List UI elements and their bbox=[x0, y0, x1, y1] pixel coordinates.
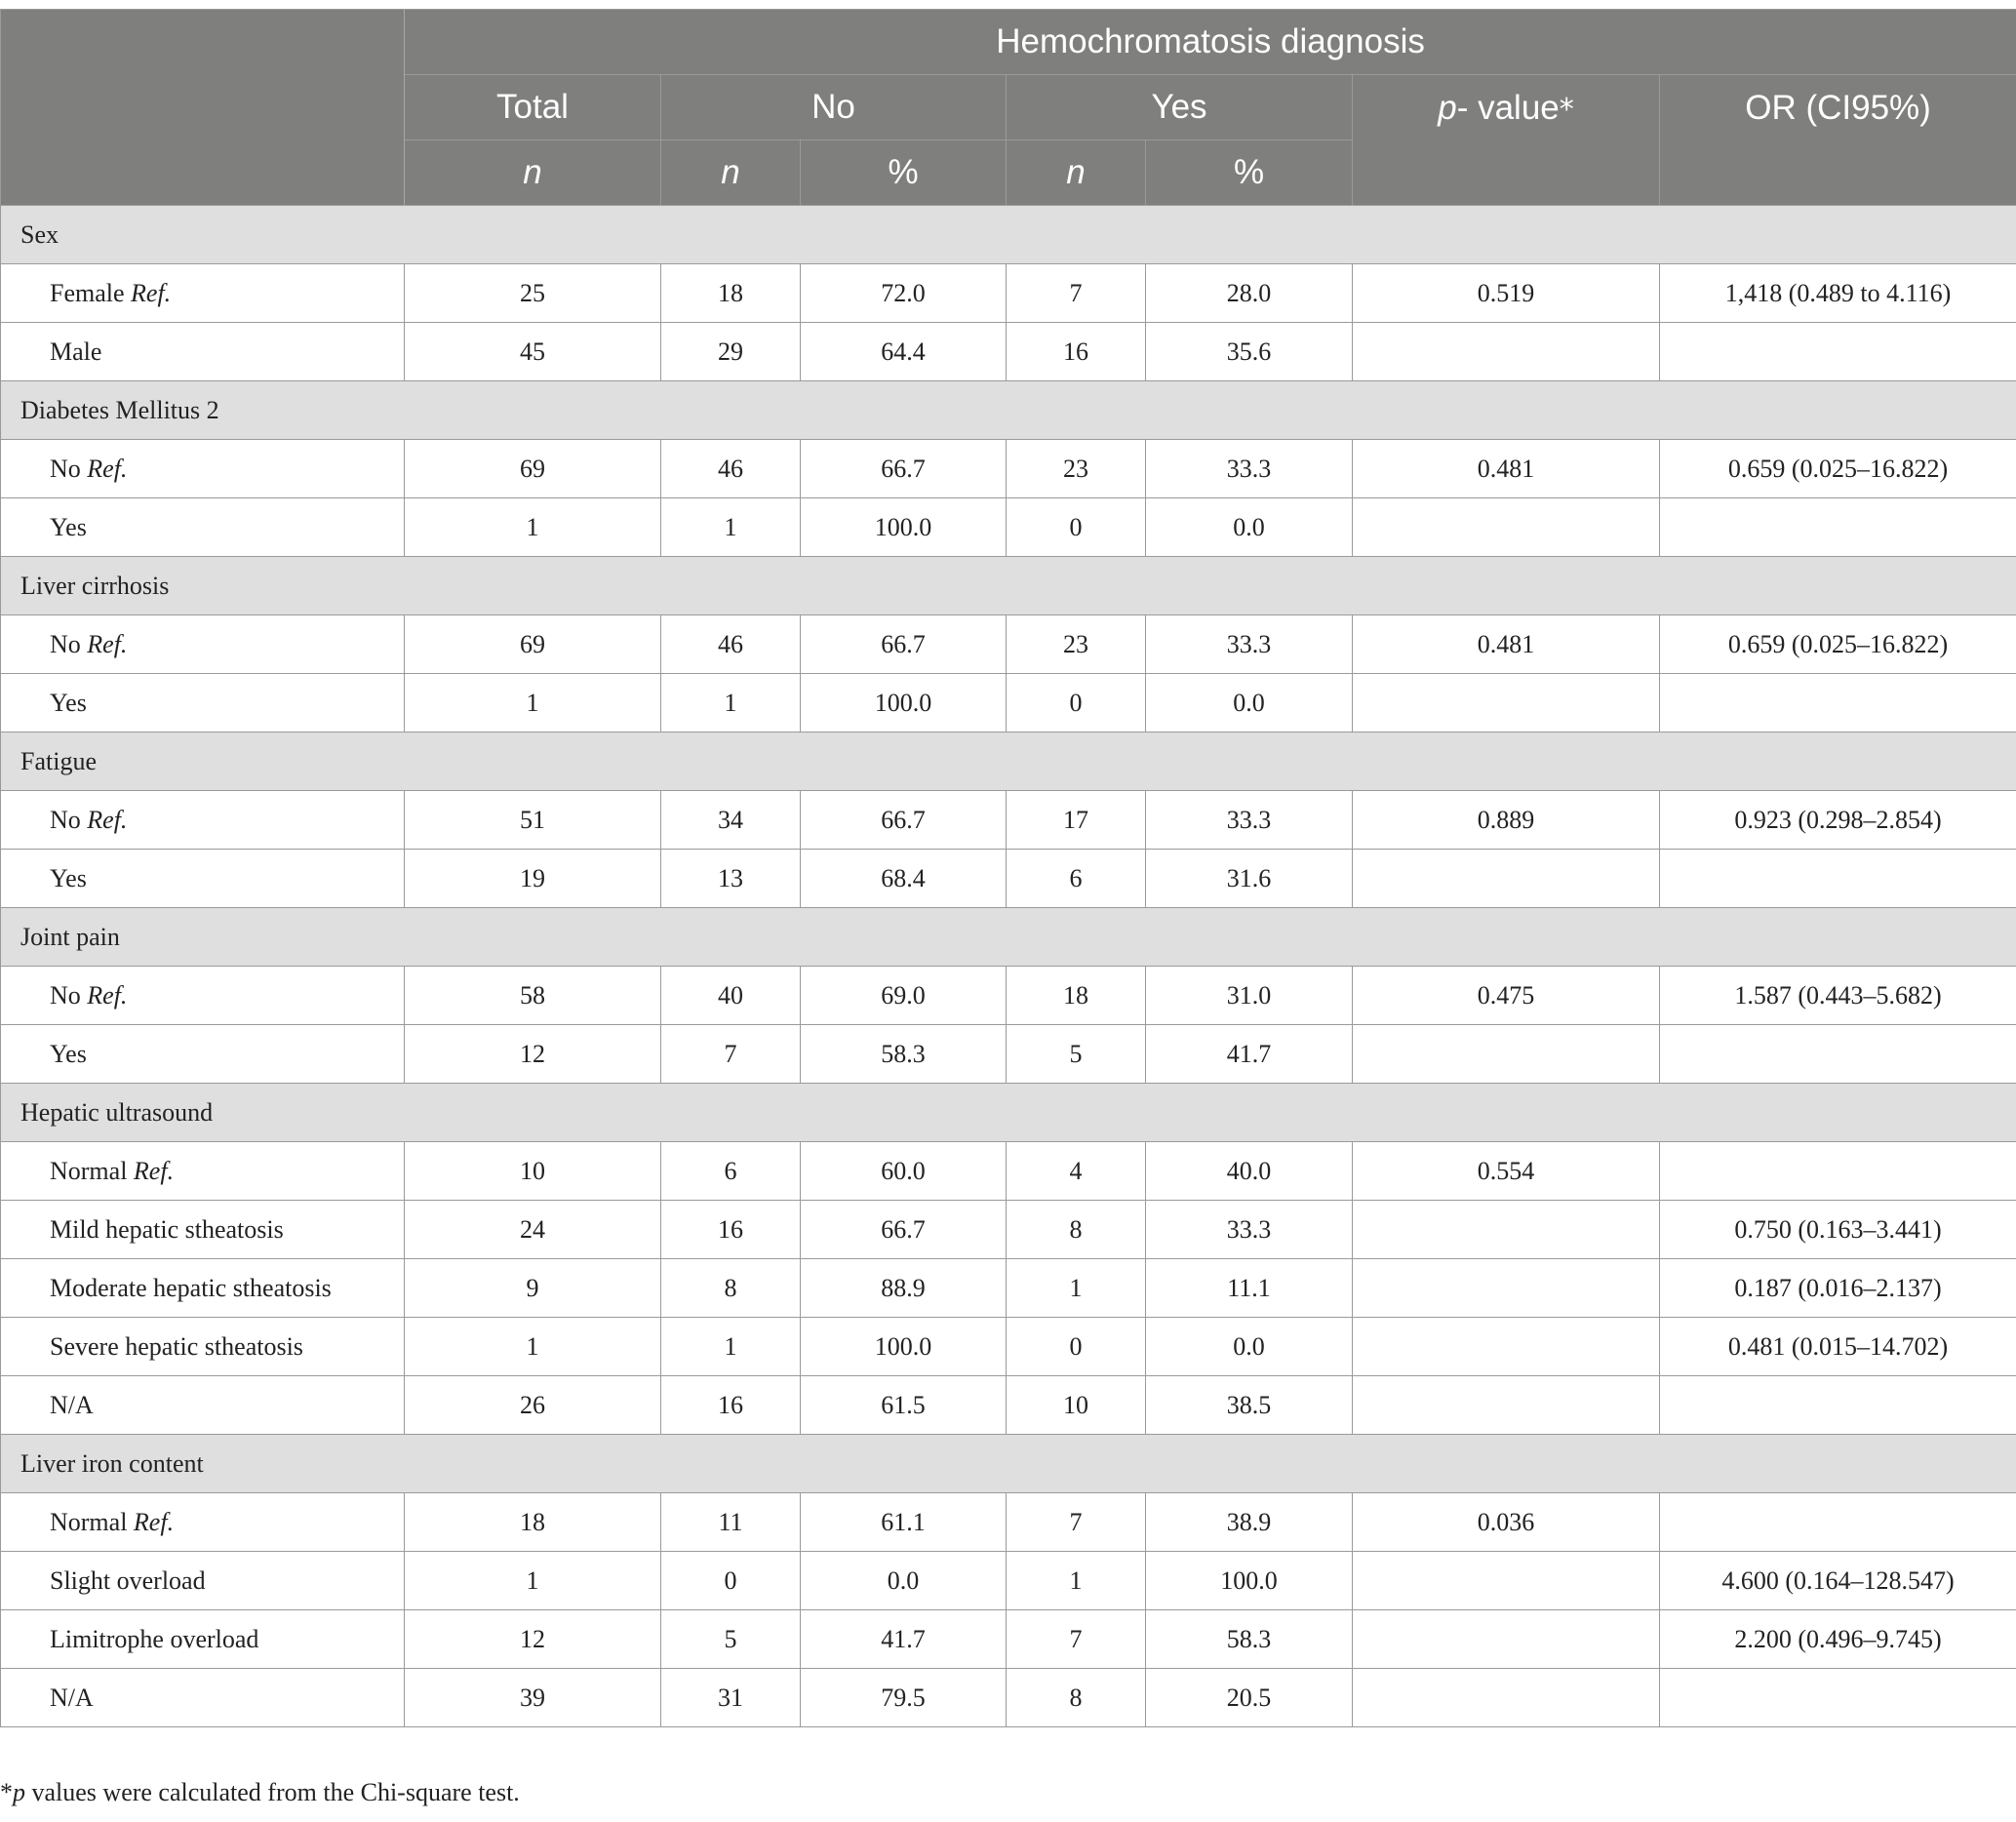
cell-p: 0.475 bbox=[1353, 967, 1660, 1025]
reference-marker: Ref. bbox=[131, 278, 172, 307]
cell-no-n: 11 bbox=[661, 1493, 801, 1552]
cell-total: 9 bbox=[405, 1259, 661, 1318]
cell-total: 25 bbox=[405, 264, 661, 323]
cell-total: 24 bbox=[405, 1201, 661, 1259]
reference-marker: Ref. bbox=[87, 805, 128, 834]
cell-no-pct: 41.7 bbox=[801, 1610, 1007, 1669]
section-row bbox=[1, 1084, 2016, 1142]
table-row bbox=[1, 1669, 2016, 1727]
cell-p bbox=[1353, 674, 1660, 733]
cell-or: 0.750 (0.163–3.441) bbox=[1660, 1201, 2016, 1259]
cell-or bbox=[1660, 674, 2016, 733]
cell-yes-n: 17 bbox=[1007, 791, 1146, 850]
cell-no-n: 1 bbox=[661, 1318, 801, 1376]
cell-or bbox=[1660, 323, 2016, 381]
table-row bbox=[1, 1318, 2016, 1376]
row-label-cell bbox=[1, 674, 405, 733]
cell-no-n: 46 bbox=[661, 440, 801, 498]
col-no-header: No bbox=[661, 75, 1007, 140]
cell-no-pct: 100.0 bbox=[801, 498, 1007, 557]
cell-no-n: 16 bbox=[661, 1201, 801, 1259]
cell-no-pct: 66.7 bbox=[801, 1201, 1007, 1259]
cell-no-n: 18 bbox=[661, 264, 801, 323]
cell-or: 1.587 (0.443–5.682) bbox=[1660, 967, 2016, 1025]
cell-yes-n: 23 bbox=[1007, 440, 1146, 498]
cell-total: 1 bbox=[405, 1318, 661, 1376]
row-label-cell bbox=[1, 1376, 405, 1435]
cell-no-n: 0 bbox=[661, 1552, 801, 1610]
cell-no-pct: 61.1 bbox=[801, 1493, 1007, 1552]
cell-total: 19 bbox=[405, 850, 661, 908]
cell-p: 0.481 bbox=[1353, 440, 1660, 498]
cell-p bbox=[1353, 1376, 1660, 1435]
cell-p bbox=[1353, 1025, 1660, 1084]
footnote-star: * bbox=[0, 1778, 13, 1806]
cell-yes-n: 5 bbox=[1007, 1025, 1146, 1084]
section-row bbox=[1, 381, 2016, 440]
cell-yes-n: 7 bbox=[1007, 1493, 1146, 1552]
pvalue-asterisk: * bbox=[1559, 93, 1574, 127]
row-label: Severe hepatic stheatosis bbox=[50, 1331, 303, 1361]
data-table bbox=[0, 9, 2016, 1727]
cell-yes-pct: 31.6 bbox=[1146, 850, 1353, 908]
cell-total: 12 bbox=[405, 1025, 661, 1084]
section-title: Hepatic ultrasound bbox=[1, 1084, 2016, 1142]
cell-yes-n: 1 bbox=[1007, 1259, 1146, 1318]
section-title: Diabetes Mellitus 2 bbox=[1, 381, 2016, 440]
table-row bbox=[1, 323, 2016, 381]
cell-or bbox=[1660, 1025, 2016, 1084]
row-label: N/A bbox=[50, 1683, 94, 1712]
cell-total: 39 bbox=[405, 1669, 661, 1727]
section-row bbox=[1, 908, 2016, 967]
cell-yes-pct: 40.0 bbox=[1146, 1142, 1353, 1201]
cell-total: 18 bbox=[405, 1493, 661, 1552]
cell-no-pct: 58.3 bbox=[801, 1025, 1007, 1084]
cell-yes-pct: 0.0 bbox=[1146, 1318, 1353, 1376]
cell-yes-pct: 58.3 bbox=[1146, 1610, 1353, 1669]
cell-or bbox=[1660, 1376, 2016, 1435]
row-label: Normal bbox=[50, 1156, 128, 1185]
cell-or: 2.200 (0.496–9.745) bbox=[1660, 1610, 2016, 1669]
table-row bbox=[1, 967, 2016, 1025]
table-row bbox=[1, 850, 2016, 908]
cell-p: 0.481 bbox=[1353, 615, 1660, 674]
cell-yes-n: 4 bbox=[1007, 1142, 1146, 1201]
cell-no-pct: 60.0 bbox=[801, 1142, 1007, 1201]
table-header bbox=[1, 10, 2016, 206]
cell-yes-pct: 20.5 bbox=[1146, 1669, 1353, 1727]
cell-yes-n: 10 bbox=[1007, 1376, 1146, 1435]
table-row bbox=[1, 1025, 2016, 1084]
row-label: Yes bbox=[50, 1039, 87, 1068]
reference-marker: Ref. bbox=[87, 454, 128, 483]
cell-no-pct: 69.0 bbox=[801, 967, 1007, 1025]
cell-no-pct: 0.0 bbox=[801, 1552, 1007, 1610]
cell-yes-n: 0 bbox=[1007, 674, 1146, 733]
group-title: Hemochromatosis diagnosis bbox=[405, 10, 2016, 75]
reference-marker: Ref. bbox=[87, 980, 128, 1010]
cell-or bbox=[1660, 1493, 2016, 1552]
cell-no-n: 29 bbox=[661, 323, 801, 381]
cell-p bbox=[1353, 1201, 1660, 1259]
cell-yes-n: 23 bbox=[1007, 615, 1146, 674]
cell-yes-pct: 33.3 bbox=[1146, 791, 1353, 850]
cell-total: 12 bbox=[405, 1610, 661, 1669]
cell-or bbox=[1660, 498, 2016, 557]
row-label-cell bbox=[1, 1259, 405, 1318]
section-title: Joint pain bbox=[1, 908, 2016, 967]
row-label: Limitrophe overload bbox=[50, 1624, 259, 1653]
cell-p bbox=[1353, 1318, 1660, 1376]
table-row bbox=[1, 1493, 2016, 1552]
cell-yes-pct: 33.3 bbox=[1146, 1201, 1353, 1259]
cell-p bbox=[1353, 850, 1660, 908]
row-label-cell bbox=[1, 1493, 405, 1552]
cell-yes-n: 0 bbox=[1007, 1318, 1146, 1376]
sub-yes-pct: % bbox=[1146, 140, 1353, 206]
row-label-cell bbox=[1, 498, 405, 557]
cell-p: 0.036 bbox=[1353, 1493, 1660, 1552]
row-label: N/A bbox=[50, 1390, 94, 1419]
cell-no-pct: 66.7 bbox=[801, 791, 1007, 850]
cell-or: 0.187 (0.016–2.137) bbox=[1660, 1259, 2016, 1318]
table-row bbox=[1, 1201, 2016, 1259]
cell-yes-pct: 38.5 bbox=[1146, 1376, 1353, 1435]
cell-no-n: 1 bbox=[661, 674, 801, 733]
row-label: Normal bbox=[50, 1507, 128, 1536]
row-label: Female bbox=[50, 278, 125, 307]
section-row bbox=[1, 557, 2016, 615]
cell-yes-n: 16 bbox=[1007, 323, 1146, 381]
cell-p bbox=[1353, 498, 1660, 557]
row-label: No bbox=[50, 629, 81, 658]
cell-no-n: 34 bbox=[661, 791, 801, 850]
row-label-cell bbox=[1, 850, 405, 908]
table-row bbox=[1, 1610, 2016, 1669]
section-title: Liver cirrhosis bbox=[1, 557, 2016, 615]
table-row bbox=[1, 1259, 2016, 1318]
cell-no-n: 31 bbox=[661, 1669, 801, 1727]
cell-yes-n: 7 bbox=[1007, 264, 1146, 323]
table-row bbox=[1, 1552, 2016, 1610]
cell-no-n: 16 bbox=[661, 1376, 801, 1435]
header-empty-cell bbox=[1, 10, 405, 206]
cell-p: 0.889 bbox=[1353, 791, 1660, 850]
col-yes-header: Yes bbox=[1007, 75, 1353, 140]
cell-p: 0.554 bbox=[1353, 1142, 1660, 1201]
sub-yes-n: n bbox=[1007, 140, 1146, 206]
section-title: Liver iron content bbox=[1, 1435, 2016, 1493]
table-row bbox=[1, 791, 2016, 850]
cell-yes-n: 0 bbox=[1007, 498, 1146, 557]
row-label-cell bbox=[1, 1610, 405, 1669]
row-label: Yes bbox=[50, 688, 87, 717]
cell-no-pct: 61.5 bbox=[801, 1376, 1007, 1435]
cell-or: 0.659 (0.025–16.822) bbox=[1660, 615, 2016, 674]
reference-marker: Ref. bbox=[87, 629, 128, 658]
reference-marker: Ref. bbox=[133, 1156, 175, 1185]
row-label: Male bbox=[50, 337, 102, 366]
cell-or: 4.600 (0.164–128.547) bbox=[1660, 1552, 2016, 1610]
cell-p: 0.519 bbox=[1353, 264, 1660, 323]
table-body bbox=[1, 206, 2016, 1727]
row-label: Yes bbox=[50, 863, 87, 892]
table-row bbox=[1, 674, 2016, 733]
cell-p bbox=[1353, 323, 1660, 381]
row-label-cell bbox=[1, 1318, 405, 1376]
row-label: Slight overload bbox=[50, 1565, 206, 1595]
section-title: Sex bbox=[1, 206, 2016, 264]
reference-marker: Ref. bbox=[133, 1507, 175, 1536]
footnote-text: values were calculated from the Chi-square test. bbox=[25, 1778, 520, 1806]
cell-total: 69 bbox=[405, 615, 661, 674]
cell-no-pct: 64.4 bbox=[801, 323, 1007, 381]
cell-no-pct: 88.9 bbox=[801, 1259, 1007, 1318]
cell-no-n: 7 bbox=[661, 1025, 801, 1084]
row-label-cell bbox=[1, 323, 405, 381]
section-row bbox=[1, 1435, 2016, 1493]
cell-total: 58 bbox=[405, 967, 661, 1025]
cell-no-pct: 79.5 bbox=[801, 1669, 1007, 1727]
cell-no-pct: 68.4 bbox=[801, 850, 1007, 908]
row-label-cell bbox=[1, 1025, 405, 1084]
cell-no-pct: 72.0 bbox=[801, 264, 1007, 323]
cell-yes-n: 18 bbox=[1007, 967, 1146, 1025]
cell-yes-n: 6 bbox=[1007, 850, 1146, 908]
row-label-cell bbox=[1, 1142, 405, 1201]
row-label: No bbox=[50, 980, 81, 1010]
cell-yes-n: 1 bbox=[1007, 1552, 1146, 1610]
table-row bbox=[1, 1142, 2016, 1201]
col-or-header: OR (CI95%) bbox=[1660, 75, 2016, 206]
cell-no-pct: 66.7 bbox=[801, 440, 1007, 498]
row-label-cell bbox=[1, 1201, 405, 1259]
table-row bbox=[1, 264, 2016, 323]
cell-no-pct: 66.7 bbox=[801, 615, 1007, 674]
cell-p bbox=[1353, 1610, 1660, 1669]
cell-total: 26 bbox=[405, 1376, 661, 1435]
cell-total: 1 bbox=[405, 1552, 661, 1610]
cell-no-n: 6 bbox=[661, 1142, 801, 1201]
cell-yes-pct: 100.0 bbox=[1146, 1552, 1353, 1610]
footnote bbox=[0, 1778, 520, 1807]
cell-yes-pct: 28.0 bbox=[1146, 264, 1353, 323]
cell-yes-pct: 11.1 bbox=[1146, 1259, 1353, 1318]
col-pvalue-header bbox=[1353, 75, 1660, 206]
cell-or: 0.659 (0.025–16.822) bbox=[1660, 440, 2016, 498]
cell-or bbox=[1660, 850, 2016, 908]
cell-or: 0.481 (0.015–14.702) bbox=[1660, 1318, 2016, 1376]
row-label: No bbox=[50, 454, 81, 483]
table-row bbox=[1, 498, 2016, 557]
col-total-header: Total bbox=[405, 75, 661, 140]
cell-no-n: 5 bbox=[661, 1610, 801, 1669]
row-label: Mild hepatic stheatosis bbox=[50, 1214, 284, 1244]
row-label-cell bbox=[1, 615, 405, 674]
cell-no-n: 8 bbox=[661, 1259, 801, 1318]
cell-total: 1 bbox=[405, 674, 661, 733]
row-label-cell bbox=[1, 967, 405, 1025]
cell-no-n: 40 bbox=[661, 967, 801, 1025]
cell-total: 69 bbox=[405, 440, 661, 498]
cell-no-n: 13 bbox=[661, 850, 801, 908]
row-label-cell bbox=[1, 1669, 405, 1727]
cell-or bbox=[1660, 1142, 2016, 1201]
cell-total: 45 bbox=[405, 323, 661, 381]
cell-yes-pct: 0.0 bbox=[1146, 498, 1353, 557]
cell-yes-n: 8 bbox=[1007, 1201, 1146, 1259]
row-label: Moderate hepatic stheatosis bbox=[50, 1273, 332, 1302]
sub-no-pct: % bbox=[801, 140, 1007, 206]
cell-total: 1 bbox=[405, 498, 661, 557]
cell-or: 0.923 (0.298–2.854) bbox=[1660, 791, 2016, 850]
sub-total-n: n bbox=[405, 140, 661, 206]
cell-no-pct: 100.0 bbox=[801, 674, 1007, 733]
section-row bbox=[1, 206, 2016, 264]
cell-no-n: 1 bbox=[661, 498, 801, 557]
row-label: Yes bbox=[50, 512, 87, 541]
cell-no-n: 46 bbox=[661, 615, 801, 674]
table-row bbox=[1, 440, 2016, 498]
cell-yes-pct: 33.3 bbox=[1146, 440, 1353, 498]
pvalue-rest: - value bbox=[1456, 89, 1560, 127]
cell-total: 51 bbox=[405, 791, 661, 850]
cell-yes-pct: 31.0 bbox=[1146, 967, 1353, 1025]
footnote-p: p bbox=[13, 1778, 25, 1806]
cell-p bbox=[1353, 1669, 1660, 1727]
cell-yes-pct: 38.9 bbox=[1146, 1493, 1353, 1552]
row-label: No bbox=[50, 805, 81, 834]
cell-p bbox=[1353, 1552, 1660, 1610]
cell-or: 1,418 (0.489 to 4.116) bbox=[1660, 264, 2016, 323]
pvalue-p: p bbox=[1438, 89, 1457, 127]
row-label-cell bbox=[1, 791, 405, 850]
cell-no-pct: 100.0 bbox=[801, 1318, 1007, 1376]
table-row bbox=[1, 615, 2016, 674]
cell-yes-pct: 33.3 bbox=[1146, 615, 1353, 674]
cell-yes-n: 7 bbox=[1007, 1610, 1146, 1669]
cell-yes-pct: 35.6 bbox=[1146, 323, 1353, 381]
cell-or bbox=[1660, 1669, 2016, 1727]
cell-total: 10 bbox=[405, 1142, 661, 1201]
row-label-cell bbox=[1, 264, 405, 323]
cell-p bbox=[1353, 1259, 1660, 1318]
table-row bbox=[1, 1376, 2016, 1435]
row-label-cell bbox=[1, 440, 405, 498]
section-row bbox=[1, 733, 2016, 791]
sub-no-n: n bbox=[661, 140, 801, 206]
row-label-cell bbox=[1, 1552, 405, 1610]
cell-yes-n: 8 bbox=[1007, 1669, 1146, 1727]
section-title: Fatigue bbox=[1, 733, 2016, 791]
cell-yes-pct: 41.7 bbox=[1146, 1025, 1353, 1084]
cell-yes-pct: 0.0 bbox=[1146, 674, 1353, 733]
